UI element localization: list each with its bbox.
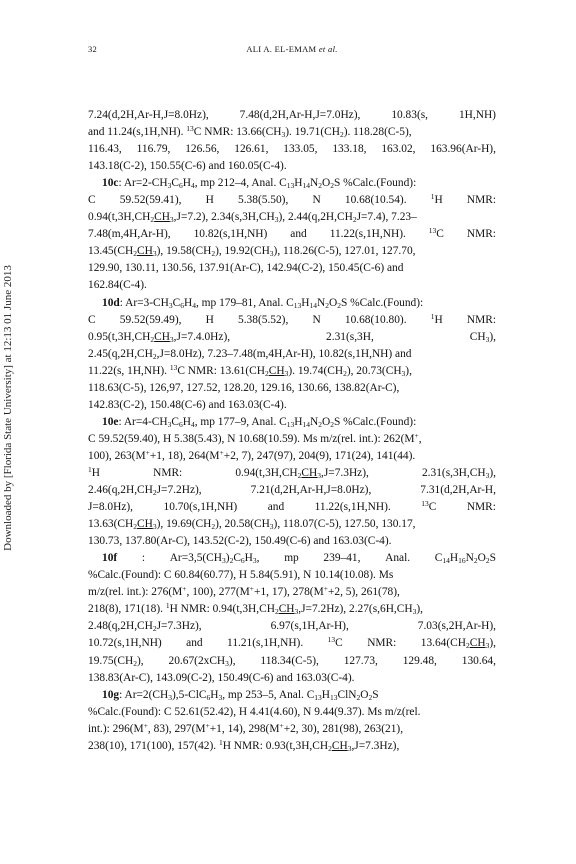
text-line (88, 209, 496, 226)
text-segment: $^{13}$C (327, 635, 343, 650)
text-segment: 5.38(5.52), (238, 313, 289, 326)
text-segment: 133.05, (283, 143, 318, 156)
text-line (88, 533, 496, 550)
text-segment: 116.79, (136, 143, 171, 156)
text-segment: %Calc.(Found): C 60.84(60.77), H 5.84(5.91), N 10.14(10.08). Ms (88, 569, 394, 582)
text-line (88, 670, 496, 687)
text-segment: 59.52(59.49), (119, 313, 182, 326)
text-segment: $^1$H (88, 464, 100, 479)
text-segment: NMR: (153, 466, 183, 479)
text-segment: $0.95(t,3H,CH_2CH_3,J=7.4.0Hz)$, (88, 330, 231, 344)
text-line (88, 721, 496, 738)
text-segment: $CH_3$), (469, 330, 496, 344)
text-line (88, 482, 496, 499)
text-segment: and 11.24(s,1H,NH). $^{13}$C NMR: $13.66(CH_3)$. $19.71(CH_2)$. 118.28(C-5), (88, 124, 412, 140)
text-segment: C (88, 194, 96, 207)
text-segment: 126.56, (185, 143, 220, 156)
text-segment: mp (284, 552, 299, 565)
page-header (88, 44, 496, 60)
text-segment: 10.68(10.80). (344, 313, 407, 326)
text-segment: 133.18, (332, 143, 367, 156)
text-segment: 11.22(s,1H,NH). (329, 228, 406, 241)
text-line (88, 448, 496, 465)
text-segment: and (186, 637, 203, 650)
text-segment: 162.84(C-4). (88, 279, 147, 292)
text-segment: 127.73, (343, 654, 378, 667)
text-segment: NMR: (466, 313, 496, 326)
text-segment: and (290, 228, 307, 241)
text-segment: m/z(rel. int.): 276(M+, 100), 277(M++1, 17), 278(M++2, 5), 261(78), (88, 584, 400, 599)
text-line (88, 414, 496, 431)
text-segment: NMR: (466, 501, 496, 514)
article-body (88, 107, 496, 755)
text-line (88, 260, 496, 277)
text-segment: 10c: $Ar=2-CH_3C_6H_4$, mp 212–4, Anal. $C_{13}H_{14}N_2O_2S$ %Calc.(Found): (102, 177, 417, 191)
text-line (88, 584, 496, 601)
text-line (88, 653, 496, 670)
text-line (88, 312, 496, 329)
text-segment: 118.63(C-5), 126,97, 127.52, 128.20, 129.16, 130.66, 138.82(Ar-C), (88, 381, 400, 394)
text-segment: $2.31(s,3H,CH_3)$, (421, 466, 496, 480)
text-segment: H (205, 194, 214, 207)
text-segment: NMR: (367, 637, 397, 650)
text-segment: %Calc.(Found): C 52.61(52.42), H 4.41(4.60), N 9.44(9.37). Ms m/z(rel. (88, 705, 421, 718)
text-segment: 10.83(s, (391, 109, 429, 121)
text-segment: 126.61, (234, 143, 269, 156)
text-segment: 130.64, (461, 654, 496, 667)
text-segment: $19.75(CH_2)$, (88, 654, 144, 668)
text-line (88, 567, 496, 584)
text-segment: 11.22(s, 1H,NH). $^{13}$C NMR: $13.61(CH_2CH_3)$. $19.74(CH_2)$, $20.73(CH_3)$, (88, 362, 412, 378)
text-line (88, 192, 496, 209)
text-line (88, 346, 496, 363)
text-segment: 1H,NH) (458, 109, 496, 121)
text-segment: 7.31(d,2H,Ar-H, (420, 484, 496, 497)
text-segment: 2.31(s,3H, (326, 330, 374, 343)
download-watermark: Downloaded by [Florida State University] at 12:13 01 June 2013 (2, 265, 14, 551)
text-line (88, 618, 496, 635)
text-segment: $^{13}$C (428, 226, 444, 241)
text-segment: 7.48(m,4H,Ar-H), (88, 228, 171, 241)
text-line (88, 516, 496, 533)
text-segment: 163.02, (381, 143, 416, 156)
text-segment: 7.24(d,2H,Ar-H,J=8.0Hz), (88, 109, 209, 121)
text-segment: $2.48(q,2H,CH_2J=7.3Hz)$, (88, 620, 202, 634)
text-segment: 163.96(Ar-H), (430, 143, 496, 156)
text-segment: 143.18(C-2), 150.55(C-6) and 160.05(C-4). (88, 160, 287, 173)
text-segment: 7.21(d,2H,Ar-H,J=8.0Hz), (250, 484, 372, 497)
text-line (88, 141, 496, 158)
text-line (88, 601, 496, 618)
text-line (88, 687, 496, 704)
text-segment: NMR: (466, 194, 496, 207)
text-line (88, 107, 496, 124)
text-segment: 10.70(s,1H,NH) (163, 501, 238, 514)
text-segment: 20.67(2xCH$_3$), (168, 654, 236, 668)
text-segment: $13.64(CH_2CH_3)$, (420, 637, 496, 651)
text-segment: 138.83(Ar-C), 143.09(C-2), 150.49(C-6) and 163.03(C-4). (88, 671, 355, 684)
text-segment: $0.94(t,3H,CH_2CH_3,J=7.3Hz)$, (235, 466, 369, 480)
text-segment: $^1$H (430, 311, 443, 326)
text-segment: NMR: (466, 228, 496, 241)
text-segment: 5.38(5.50), (238, 194, 289, 207)
text-line (88, 175, 496, 192)
text-segment: N (312, 313, 321, 326)
text-segment: $^1$H (430, 192, 443, 207)
text-segment: 129.90, 130.11, 130.56, 137.91(Ar-C), 142.94(C-2), 150.45(C-6) and (88, 262, 404, 275)
text-segment: $2.46(q,2H,CH_2J=7.2Hz)$, (88, 484, 202, 498)
text-line (88, 295, 496, 312)
text-line (88, 243, 496, 260)
text-segment: $Ar=3,5(CH_3)_2C_6H_3$, (169, 552, 260, 566)
text-line (88, 277, 496, 294)
text-segment: 238(10), 171(100), 157(42). $^1$H NMR: $0.93(t,3H,CH_2CH_3,J=7.3Hz)$, (88, 737, 400, 753)
text-segment: 11.22(s,1H,NH). (314, 501, 391, 514)
text-segment: 11.21(s,1H,NH). (227, 637, 304, 650)
text-segment: $13.45(CH_2CH_3)$, $19.58(CH_2)$, $19.92(CH_3)$, 118.26(C-5), 127.01, 127.70, (88, 245, 416, 259)
text-segment: 130.73, 137.80(Ar-C), 143.52(C-2), 150.49(C-6) and 163.03(C-4). (88, 535, 392, 548)
text-segment: : (141, 552, 146, 565)
text-line (88, 550, 496, 567)
text-segment: 239–41, (323, 552, 361, 565)
text-segment: 10.72(s,1H,NH) (88, 637, 162, 650)
text-segment: Anal. (385, 552, 411, 565)
text-line (88, 158, 496, 175)
text-segment: $C_{14}H_{16}N_2O_2S$ (434, 552, 496, 566)
text-line (88, 397, 496, 414)
text-segment: 142.83(C-2), 150.48(C-6) and 163.03(C-4). (88, 398, 287, 411)
text-line (88, 363, 496, 380)
text-segment: and (267, 501, 285, 514)
text-segment: 10e: $Ar=4-CH_3C_6H_4$, mp 177–9, Anal. $C_{13}H_{14}N_2O_2S$ %Calc.(Found): (102, 415, 417, 429)
text-segment: int.): 296(M+, 83), 297(M++1, 14), 298(M++2, 30), 281(98), 263(21), (88, 720, 404, 735)
text-segment: N (312, 194, 321, 207)
text-segment: 100), 263(M++1, 18), 264(M++2, 7), 247(97), 204(9), 171(24), 141(44). (88, 447, 416, 462)
text-segment: 116.43, (88, 143, 122, 156)
text-segment: 10g: $Ar=2(CH_3),5-ClC_6H_3$, mp 253–5, Anal. $C_{13}H_{13}ClN_2O_2S$ (102, 688, 379, 702)
text-line (88, 499, 496, 516)
text-segment: J=8.0Hz), (88, 501, 134, 514)
text-line (88, 738, 496, 755)
text-segment: $2.45(q,2H,CH_2,J=8.0Hz)$, 7.23–7.48(m,4H,Ar-H), 10.82(s,1H,NH) and (88, 347, 412, 361)
text-line (88, 635, 496, 652)
text-segment: $^{13}$C (421, 499, 437, 514)
text-segment: 10d: $Ar=3-CH_3C_6H_4$, mp 179–81, Anal. $C_{13}H_{14}N_2O_2S$ %Calc.(Found): (102, 296, 424, 310)
text-segment: 10.82(s,1H,NH) (193, 228, 268, 241)
text-segment: C (88, 313, 96, 326)
text-line (88, 380, 496, 397)
text-segment: 118.34(C-5), (260, 654, 319, 667)
text-segment: $0.94(t,3H,CH_2CH_3,J=7.2)$, $2.34(s,3H,CH_3)$, $2.44(q,2H,CH_2J=7.4)$, 7.23– (88, 211, 417, 225)
text-segment: 59.52(59.41), (119, 194, 182, 207)
text-segment: $13.63(CH_2CH_3)$, $19.69(CH_2)$, $20.58(CH_3)$, 118.07(C-5), 127.50, 130.17, (88, 518, 416, 532)
text-segment: 6.97(s,1H,Ar-H), (270, 620, 349, 633)
text-line (88, 431, 496, 448)
text-line (88, 226, 496, 243)
text-segment: 10.68(10.54). (344, 194, 407, 207)
text-segment: 7.03(s,2H,Ar-H), (417, 620, 496, 633)
text-line (88, 704, 496, 721)
page-number: 32 (88, 44, 98, 54)
text-line (88, 124, 496, 141)
text-segment: 129.48, (402, 654, 437, 667)
text-line (88, 329, 496, 346)
text-segment: 7.48(d,2H,Ar-H,J=7.0Hz), (239, 109, 361, 121)
text-line (88, 465, 496, 482)
text-segment: 10f (102, 552, 118, 565)
text-segment: 218(8), 171(18). $^1$H NMR: $0.94(t,3H,CH_2CH_3,J=7.2Hz)$, $2.27(s,6H,CH_3)$, (88, 601, 423, 617)
text-segment: H (205, 313, 214, 326)
running-head: ALI A. EL-EMAM et al. (246, 44, 338, 54)
text-segment: C 59.52(59.40), H 5.38(5.43), N 10.68(10.59). Ms m/z(rel. int.): 262(M+, (88, 430, 422, 445)
